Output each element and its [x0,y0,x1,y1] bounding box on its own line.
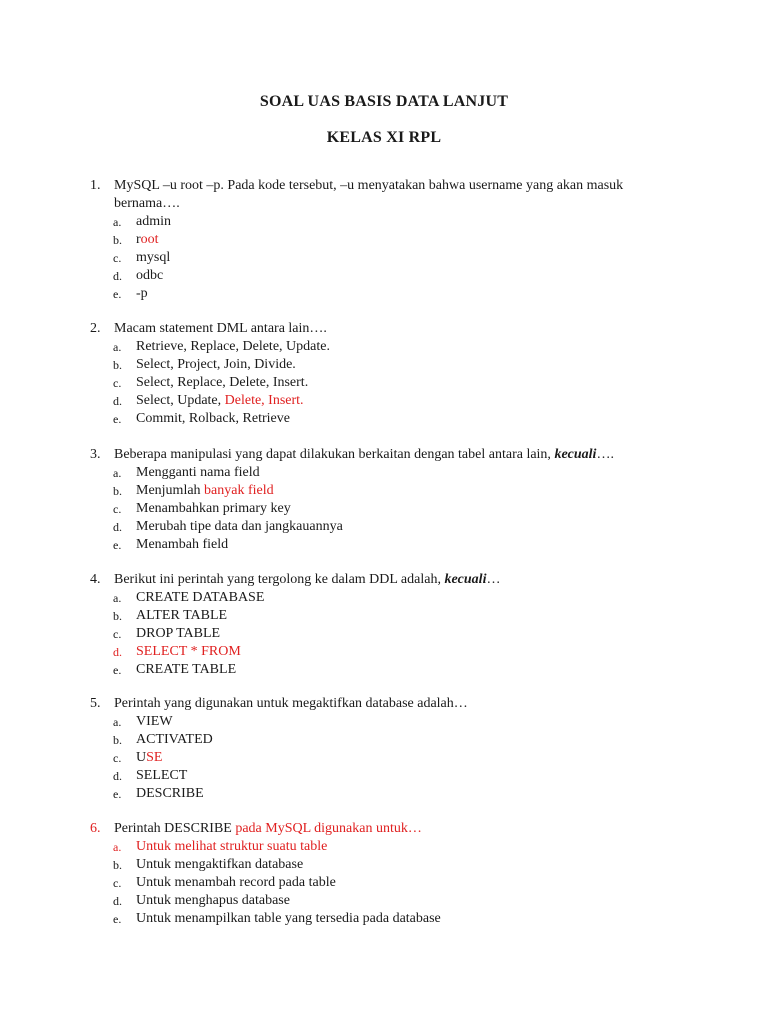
option-letter: c. [113,376,122,390]
option-c [90,249,690,267]
option-text: Select, Update, [136,393,225,408]
option-text: Commit, Rolback, Retrieve [136,411,290,426]
option-letter: c. [113,751,122,765]
question-5 [90,695,690,803]
option-text: Select, Replace, Delete, Insert. [136,375,309,390]
document-subtitle: KELAS XI RPL [326,129,442,146]
option-b [90,856,690,874]
option-letter: a. [113,215,122,229]
option-letter: d. [113,645,122,659]
option-letter: b. [113,609,122,623]
option-text: Select, Project, Join, Divide. [136,357,296,372]
option-d [90,392,690,410]
option-text: CREATE DATABASE [136,590,265,605]
option-text: Untuk menambah record pada table [136,875,336,890]
question-4 [90,571,690,679]
option-text: r [136,232,141,247]
question-number: 5. [90,696,101,711]
option-text: Retrieve, Replace, Delete, Update. [136,339,330,354]
option-b [90,482,690,500]
option-text: Merubah tipe data dan jangkauannya [136,519,343,534]
option-c [90,500,690,518]
question-2 [90,320,690,428]
option-letter: a. [113,466,122,480]
option-e [90,785,690,803]
option-text-highlight: banyak field [204,483,274,498]
option-text: Mengganti nama field [136,465,260,480]
question-body: Beberapa manipulasi yang dapat dilakukan berkaitan dengan tabel antara lain, [114,447,555,462]
question-3 [90,446,690,554]
option-e [90,910,690,928]
option-text: -p [136,286,148,301]
option-letter: e. [113,787,122,801]
question-body: Perintah yang digunakan untuk megaktifkan database adalah… [114,696,468,711]
option-b [90,607,690,625]
option-text: CREATE TABLE [136,662,237,677]
question-number: 2. [90,321,101,336]
option-c [90,625,690,643]
question-number: 1. [90,178,101,193]
option-text: Untuk mengaktifkan database [136,857,304,872]
option-letter: b. [113,484,122,498]
option-c [90,749,690,767]
option-text-highlight: SE [146,750,163,765]
question-text [90,320,690,338]
option-text: DESCRIBE [136,786,204,801]
option-c [90,874,690,892]
option-c [90,374,690,392]
option-letter: d. [113,894,122,908]
option-letter: e. [113,412,122,426]
question-text [90,177,690,213]
option-letter: e. [113,287,122,301]
option-d [90,643,690,661]
option-letter: a. [113,840,122,854]
option-e [90,410,690,428]
option-d [90,267,690,285]
option-letter: c. [113,251,122,265]
option-text: admin [136,214,171,229]
option-text: U [136,750,147,765]
question-text [90,446,690,464]
option-text-highlight: oot [140,232,159,247]
option-text-highlight: SELECT * FROM [136,644,241,659]
question-number: 3. [90,447,101,462]
option-letter: a. [113,340,122,354]
option-text-highlight: Untuk melihat struktur suatu table [136,839,328,854]
option-text: DROP TABLE [136,626,221,641]
options-list [90,589,690,679]
question-emphasis: kecuali [554,447,597,462]
option-letter: c. [113,627,122,641]
question-body: MySQL –u root –p. Pada kode tersebut, –u menyatakan bahwa username yang akan masuk bernama…. [114,178,624,211]
option-letter: c. [113,502,122,516]
question-text [90,820,690,838]
option-text: Untuk menghapus database [136,893,290,908]
options-list [90,838,690,928]
option-d [90,767,690,785]
options-list [90,213,690,303]
options-list [90,338,690,428]
option-letter: b. [113,358,122,372]
question-1 [90,177,690,303]
question-body: Perintah DESCRIBE [114,821,236,836]
option-text: odbc [136,268,164,283]
option-text: Menambah field [136,537,229,552]
option-text: SELECT [136,768,188,783]
question-text [90,571,690,589]
option-letter: d. [113,394,122,408]
option-letter: d. [113,520,122,534]
option-b [90,731,690,749]
option-text: mysql [136,250,171,265]
option-b [90,231,690,249]
options-list [90,464,690,554]
question-6 [90,820,690,928]
question-number: 6. [90,821,101,836]
option-d [90,892,690,910]
option-a [90,338,690,356]
option-letter: b. [113,733,122,747]
option-text: Menambahkan primary key [136,501,291,516]
option-letter: a. [113,591,122,605]
options-list [90,713,690,803]
question-suffix: … [486,572,501,587]
option-letter: d. [113,769,122,783]
question-highlight: pada MySQL digunakan untuk… [235,821,422,836]
option-e [90,285,690,303]
option-text: VIEW [136,714,173,729]
option-a [90,713,690,731]
option-letter: e. [113,912,122,926]
option-d [90,518,690,536]
document-title: SOAL UAS BASIS DATA LANJUT [259,93,509,110]
option-text: ACTIVATED [136,732,213,747]
option-text: Menjumlah [136,483,205,498]
question-suffix: …. [596,447,614,462]
option-b [90,356,690,374]
option-letter: d. [113,269,122,283]
question-body: Macam statement DML antara lain…. [114,321,327,336]
option-a [90,464,690,482]
question-emphasis: kecuali [444,572,487,587]
option-letter: c. [113,876,122,890]
option-a [90,589,690,607]
option-letter: b. [113,858,122,872]
option-a [90,838,690,856]
option-e [90,536,690,554]
option-letter: e. [113,663,122,677]
question-text [90,695,690,713]
option-text: Untuk menampilkan table yang tersedia pada database [136,911,441,926]
question-number: 4. [90,572,101,587]
option-e [90,661,690,679]
option-letter: a. [113,715,122,729]
option-letter: e. [113,538,122,552]
option-letter: b. [113,233,122,247]
option-text-highlight: Delete, Insert. [224,393,304,408]
question-body: Berikut ini perintah yang tergolong ke dalam DDL adalah, [114,572,445,587]
option-a [90,213,690,231]
option-text: ALTER TABLE [136,608,228,623]
